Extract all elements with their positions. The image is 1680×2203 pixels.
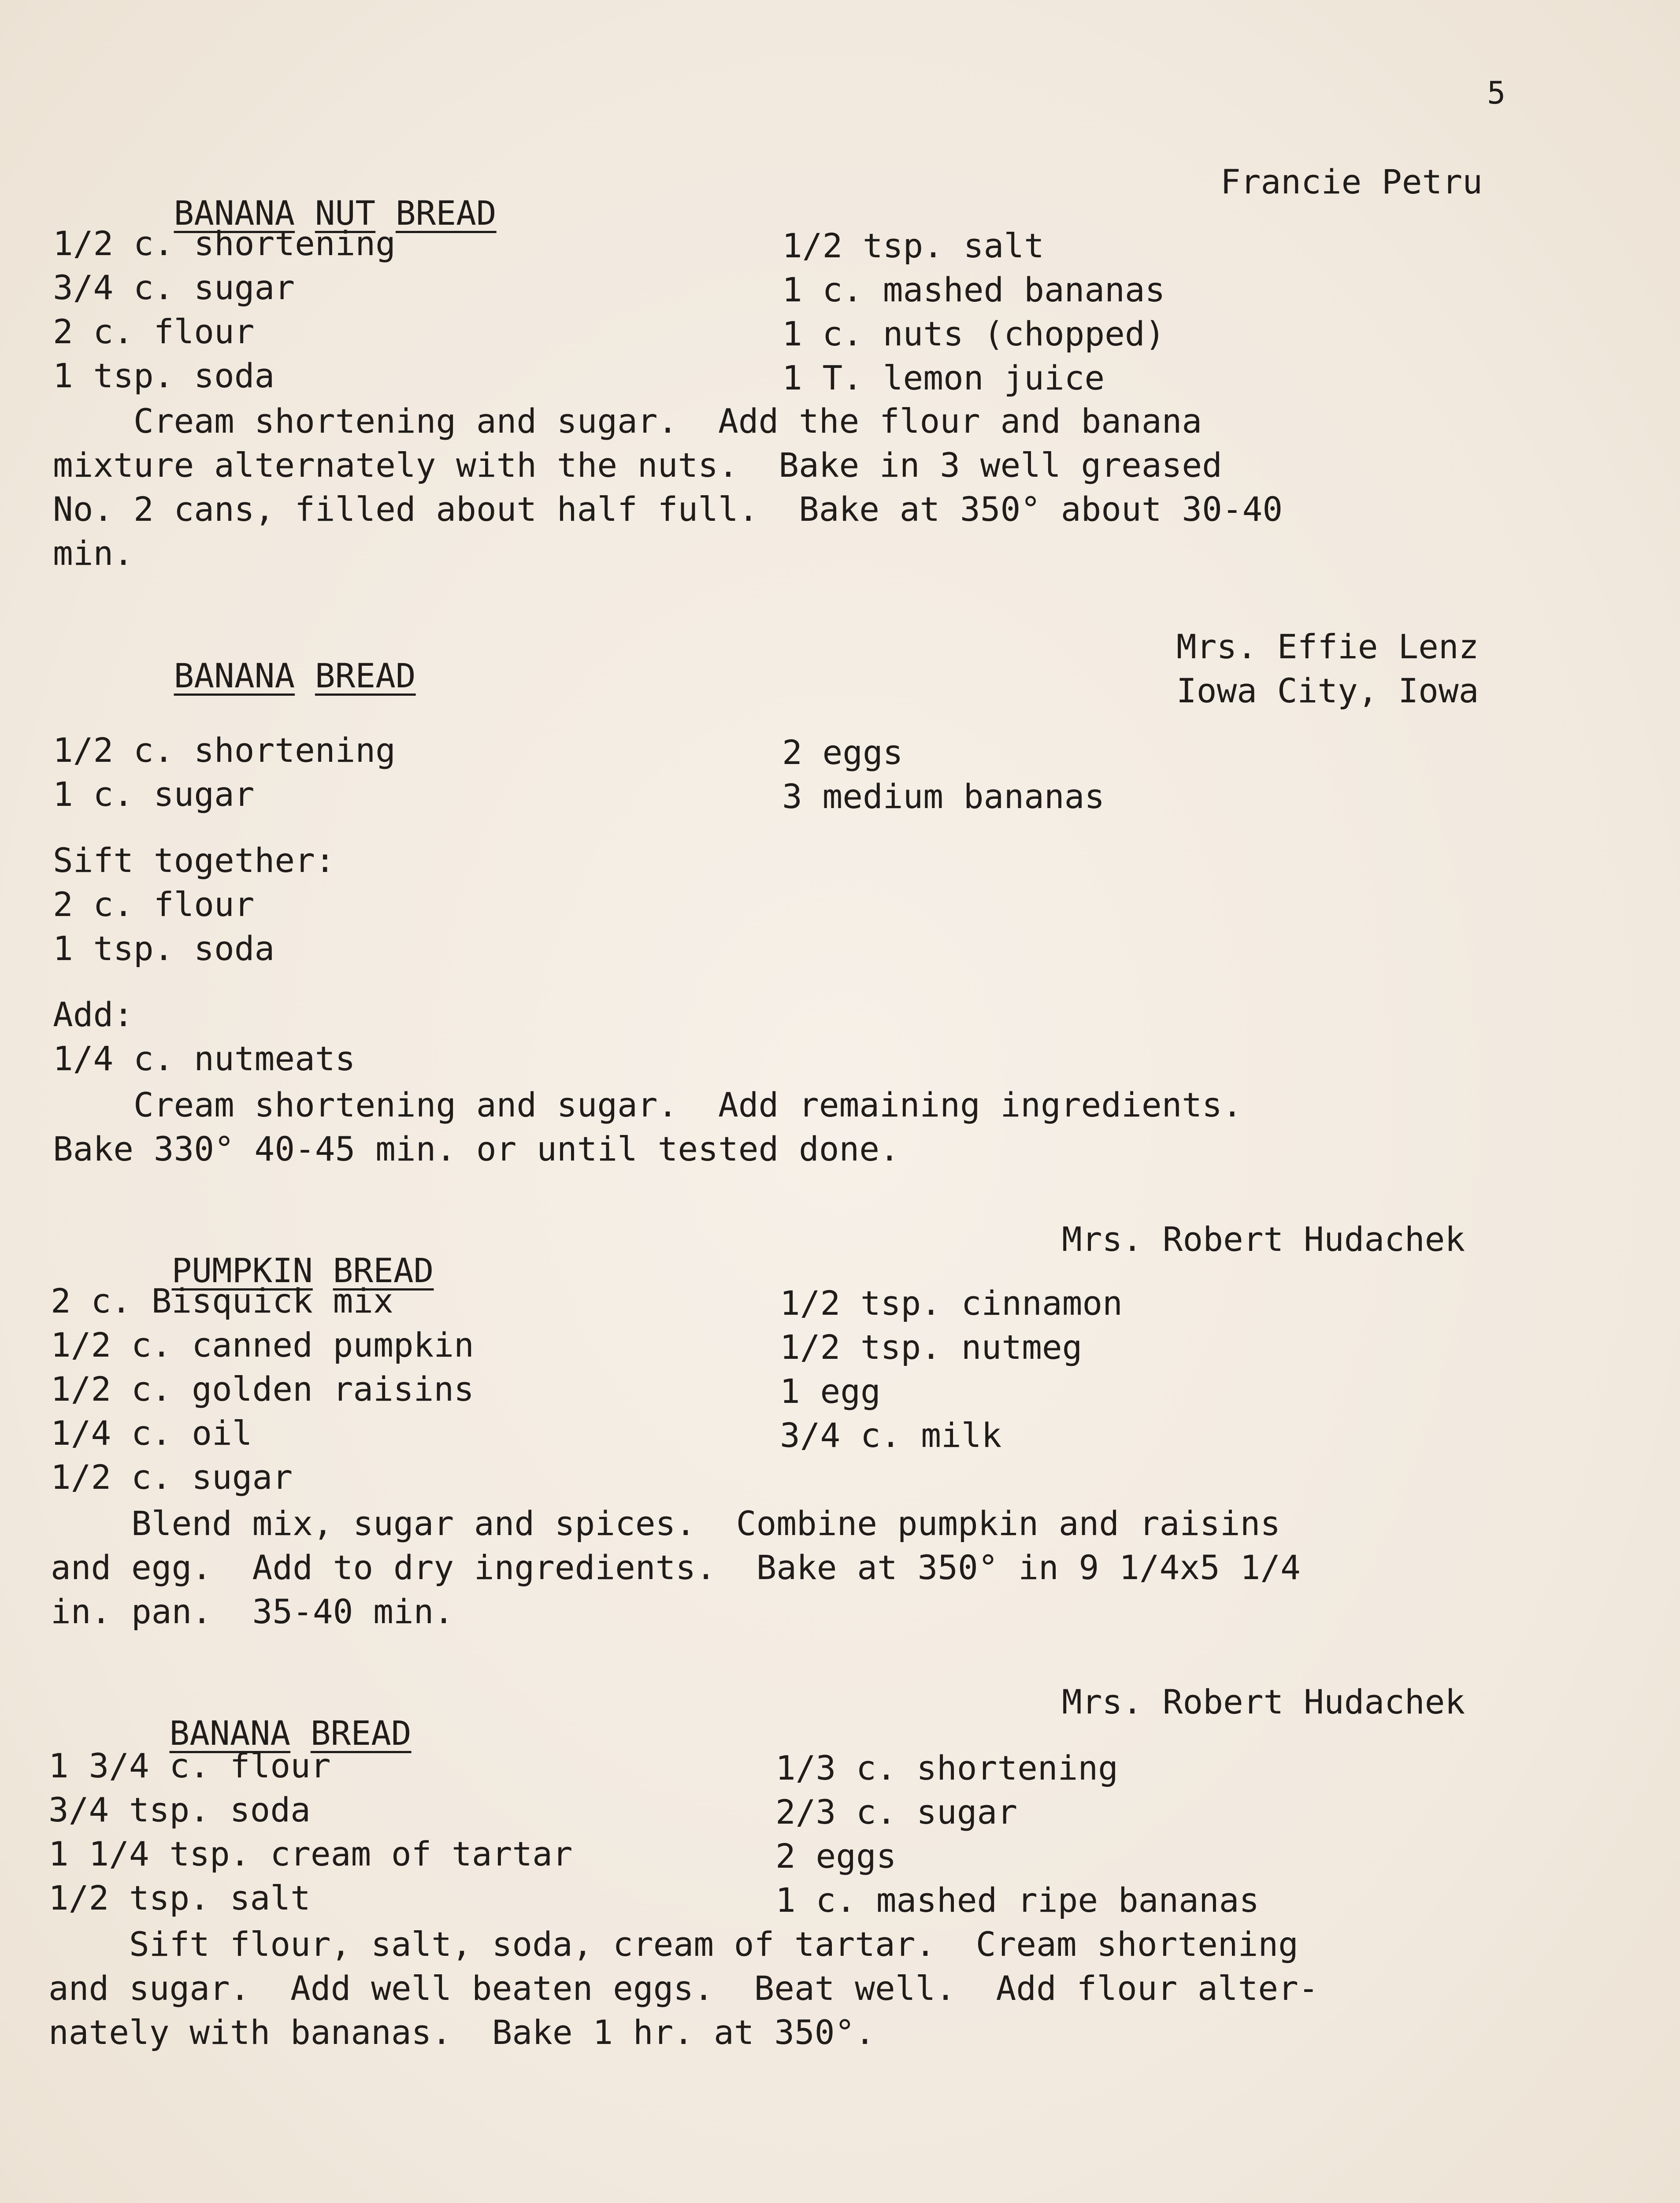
ingredient: 1/2 tsp. salt — [782, 226, 1044, 265]
ingredient: 3/4 c. milk — [780, 1416, 1002, 1455]
ingredient: 1 c. mashed bananas — [782, 270, 1165, 309]
ingredient: 1/2 c. sugar — [51, 1458, 293, 1497]
title-word: BANANA — [169, 1713, 291, 1753]
recipe-location: Iowa City, Iowa — [1176, 671, 1479, 710]
direction-line: nately with bananas. Bake 1 hr. at 350°. — [48, 2013, 875, 2052]
ingredient: 1/2 tsp. cinnamon — [780, 1283, 1123, 1323]
ingredient: 1 3/4 c. flour — [48, 1746, 331, 1785]
ingredient: 1/2 tsp. salt — [48, 1878, 311, 1917]
ingredient: 1 1/4 tsp. cream of tartar — [48, 1834, 573, 1873]
ingredient: 1/2 tsp. nutmeg — [780, 1328, 1083, 1367]
title-word: BANANA — [174, 656, 295, 695]
direction-line: and sugar. Add well beaten eggs. Beat well. Add flour alter- — [48, 1969, 1319, 2008]
ingredient: 2 eggs — [775, 1836, 897, 1876]
ingredient: 3 medium bananas — [782, 777, 1105, 816]
ingredient: 1/2 c. shortening — [53, 224, 396, 263]
direction-line: Bake 330° 40-45 min. or until tested done. — [53, 1129, 900, 1168]
ingredient: 1/4 c. nutmeats — [53, 1039, 356, 1078]
ingredient: 2/3 c. sugar — [775, 1792, 1018, 1832]
direction-line: and egg. Add to dry ingredients. Bake at 350° in 9 1/4x5 1/4 — [51, 1548, 1301, 1587]
ingredient: 2 c. flour — [53, 312, 255, 351]
direction-line: Blend mix, sugar and spices. Combine pumpkin and raisins — [51, 1504, 1281, 1543]
ingredient: 3/4 tsp. soda — [48, 1790, 311, 1829]
ingredient: 2 c. Bisquick mix — [51, 1281, 393, 1320]
title-word: PUMPKIN — [171, 1251, 313, 1290]
ingredient: 1/3 c. shortening — [775, 1748, 1118, 1788]
ingredient: 2 c. flour — [53, 885, 255, 924]
ingredient: 1/2 c. canned pumpkin — [51, 1325, 474, 1365]
recipe-title — [53, 626, 416, 726]
recipe-author: Francie Petru — [1220, 162, 1483, 201]
direction-line: Cream shortening and sugar. Add remaining ingredients. — [53, 1085, 1242, 1124]
ingredient: 1 c. sugar — [53, 775, 255, 814]
sift-label: Sift together: — [53, 841, 335, 880]
direction-line: min. — [53, 534, 134, 573]
ingredient: 3/4 c. sugar — [53, 268, 295, 307]
ingredient: 1 tsp. soda — [53, 929, 275, 968]
ingredient: 1 T. lemon juice — [782, 358, 1105, 397]
ingredient: 1/2 c. golden raisins — [51, 1369, 474, 1409]
add-label: Add: — [53, 995, 134, 1034]
recipe-author: Mrs. Robert Hudachek — [1062, 1220, 1465, 1259]
ingredient: 2 eggs — [782, 733, 903, 772]
title-word: BREAD — [395, 193, 497, 233]
title-word: BREAD — [310, 1713, 412, 1753]
page-number: 5 — [1487, 75, 1506, 111]
title-word: NUT — [315, 193, 376, 233]
direction-line: No. 2 cans, filled about half full. Bake at 350° about 30-40 — [53, 490, 1283, 529]
direction-line: Cream shortening and sugar. Add the flour and banana — [53, 401, 1202, 441]
title-word: BREAD — [333, 1251, 434, 1290]
ingredient: 1 egg — [780, 1372, 881, 1411]
ingredient: 1/2 c. shortening — [53, 731, 396, 770]
recipe-author: Mrs. Robert Hudachek — [1062, 1682, 1465, 1721]
ingredient: 1 c. mashed ripe bananas — [775, 1880, 1260, 1920]
title-word: BANANA — [174, 193, 295, 233]
ingredient: 1/4 c. oil — [51, 1413, 252, 1453]
direction-line: in. pan. 35-40 min. — [51, 1592, 454, 1631]
ingredient: 1 tsp. soda — [53, 356, 275, 395]
recipe-author: Mrs. Effie Lenz — [1176, 627, 1479, 666]
direction-line: Sift flour, salt, soda, cream of tartar. Cream shortening — [48, 1925, 1298, 1964]
ingredient: 1 c. nuts (chopped) — [782, 314, 1165, 353]
title-word: BREAD — [315, 656, 416, 695]
direction-line: mixture alternately with the nuts. Bake in 3 well greased — [53, 445, 1222, 485]
